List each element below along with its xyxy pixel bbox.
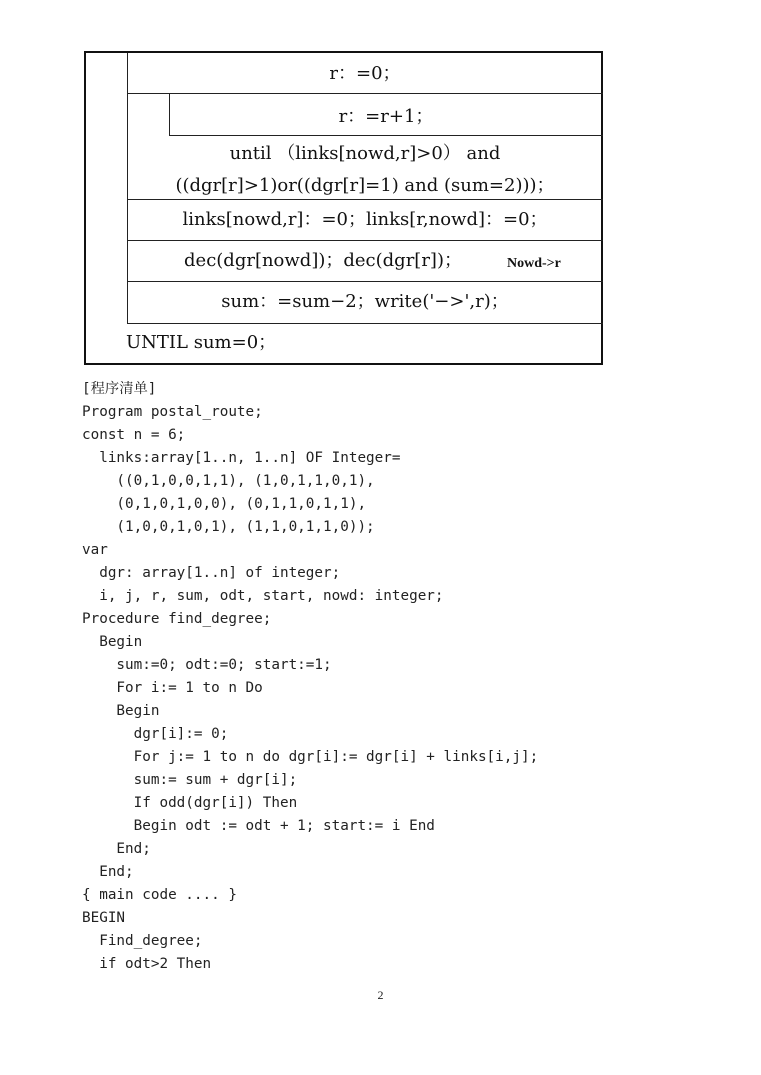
code-line: links:array[1..n, 1..n] OF Integer= [82,450,401,466]
flowchart-figure [84,51,603,365]
divider-3 [127,199,603,200]
code-line: const n = 6; [82,427,186,443]
code-line: Find_degree; [82,933,203,949]
divider-2 [169,135,603,136]
code-line: [程序清单] [82,381,157,397]
stmt-sum-write: sum：=sum−2；write('−>',r)； [221,291,509,312]
code-line: ((0,1,0,0,1,1), (1,0,1,1,0,1), [82,473,375,489]
code-line: End; [82,841,151,857]
code-line: sum:= sum + dgr[i]; [82,772,298,788]
code-line: var [82,542,108,558]
code-line: dgr[i]:= 0; [82,726,229,742]
code-line: sum:=0; odt:=0; start:=1; [82,657,332,673]
divider-5 [127,281,603,282]
code-line: Begin [82,634,143,650]
code-line: if odt>2 Then [82,956,212,972]
until-condition-line-1: until （links[nowd,r]>0） and [229,143,501,164]
code-line: For j:= 1 to n do dgr[i]:= dgr[i] + links[i,j]; [82,749,539,765]
page-number: 2 [377,988,384,1002]
code-line: End; [82,864,134,880]
divider-6 [127,323,603,324]
annotation-nowd-r: Nowd->r [507,256,561,271]
stmt-clear-links: links[nowd,r]：=0；links[r,nowd]：=0； [182,209,548,230]
code-line: (0,1,0,1,0,0), (0,1,1,0,1,1), [82,496,367,512]
outer-until: UNTIL sum=0； [126,332,277,353]
code-line: BEGIN [82,910,126,926]
code-line: For i:= 1 to n Do [82,680,263,696]
until-condition-line-2: ((dgr[r]>1)or((dgr[r]=1) and (sum=2)))； [175,175,555,196]
stmt-r-init: r：=0； [329,63,401,84]
divider-4 [127,240,603,241]
code-line: Program postal_route; [82,404,263,420]
code-line: Procedure find_degree; [82,611,272,627]
code-line: (1,0,0,1,0,1), (1,1,0,1,1,0)); [82,519,375,535]
divider-1 [127,93,603,94]
stmt-dec-degree: dec(dgr[nowd])；dec(dgr[r])； [184,250,462,271]
code-line: { main code .... } [82,887,237,903]
stmt-r-increment: r：=r+1； [338,106,434,127]
code-line: i, j, r, sum, odt, start, nowd: integer; [82,588,444,604]
code-line: Begin [82,703,160,719]
code-line: Begin odt := odt + 1; start:= i End [82,818,435,834]
code-line: If odd(dgr[i]) Then [82,795,298,811]
code-line: dgr: array[1..n] of integer; [82,565,341,581]
